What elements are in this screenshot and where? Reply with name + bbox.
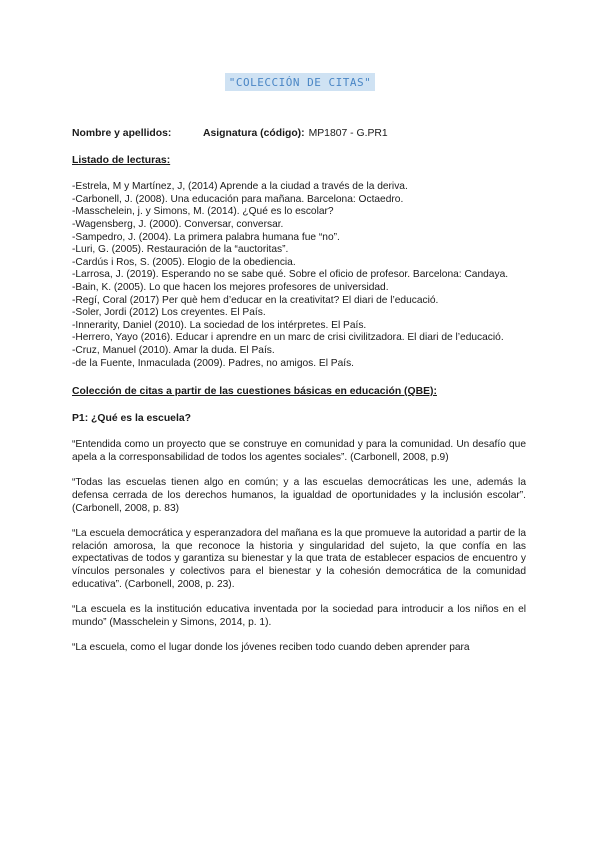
reading-item: -Estrela, M y Martínez, J, (2014) Aprende a la ciudad a través de la deriva. [72, 181, 408, 193]
p1-heading: P1: ¿Qué es la escuela? [72, 412, 191, 424]
reading-item: -Regí, Coral (2017) Per què hem d’educar en la creativitat? El diari de l’educació. [72, 294, 439, 306]
reading-item: -Wagensberg, J. (2000). Conversar, conversar. [72, 218, 284, 230]
document-body [72, 128, 526, 668]
readings-heading: Listado de lecturas: [72, 154, 171, 166]
reading-item: -Cardús i Ros, S. (2005). Elogio de la obediencia. [72, 256, 296, 268]
readings-list [72, 181, 526, 370]
reading-item: -Herrero, Yayo (2016). Educar i aprendre en un marc de crisi civilitzadora. El diari de l’educació. [72, 332, 504, 344]
reading-item: -de la Fuente, Inmaculada (2009). Padres, no amigos. El País. [72, 357, 355, 369]
reading-item: -Sampedro, J. (2004). La primera palabra humana fue “no”. [72, 231, 340, 243]
reading-item: -Larrosa, J. (2019). Esperando no se sabe qué. Sobre el oficio de profesor. Barcelona: Candaya. [72, 269, 509, 281]
reading-item: -Carbonell, J. (2008). Una educación para mañana. Barcelona: Octaedro. [72, 193, 404, 205]
quotes-heading: Colección de citas a partir de las cuestiones básicas en educación (QBE): [72, 386, 437, 398]
document-title: "COLECCIÓN DE CITAS" [225, 73, 375, 91]
title-container [0, 73, 600, 91]
reading-item: -Bain, K. (2005). Lo que hacen los mejores profesores de universidad. [72, 281, 389, 293]
subject-value: MP1807 - G.PR1 [308, 128, 388, 139]
meta-row [72, 128, 526, 141]
reading-item: -Soler, Jordi (2012) Los creyentes. El País. [72, 307, 266, 319]
quote-paragraph: “Todas las escuelas tienen algo en común; y a las escuelas democráticas les une, además la defensa cerrada de los derechos humanos, la igualdad de oportunidades y la inclusión escolar”. (Carbonell, 2008, p. 83) [72, 477, 526, 514]
quote-paragraph: “La escuela es la institución educativa inventada por la sociedad para introducir a los niños en el mundo” (Masschelein y Simons, 2014, p. 1). [72, 604, 526, 628]
reading-item: -Masschelein, j. y Simons, M. (2014). ¿Qué es lo escolar? [72, 206, 334, 218]
quote-paragraph: “La escuela, como el lugar donde los jóvenes reciben todo cuando deben aprender para [72, 642, 470, 654]
name-label: Nombre y apellidos: [72, 128, 172, 139]
reading-item: -Luri, G. (2005). Restauración de la “auctoritas”. [72, 244, 289, 256]
reading-item: -Cruz, Manuel (2010). Amar la duda. El País. [72, 344, 275, 356]
quote-paragraph: “Entendida como un proyecto que se construye en comunidad y para la comunidad. Un desafío que apela a la corresponsabilidad de todos los agentes sociales”. (Carbonell, 2008, p.9) [72, 439, 526, 463]
reading-item: -Innerarity, Daniel (2010). La sociedad de los intérpretes. El País. [72, 319, 367, 331]
subject-label: Asignatura (código): [203, 128, 305, 139]
quote-paragraph: “La escuela democrática y esperanzadora del mañana es la que promueve la autoridad a partir de la relación amorosa, la que reconoce la historia y singularidad del sujeto, la que confía en las expectativas de todos y garantiza su bienestar y la que trata de establecer espacios de encuentro y vínculos personales y colectivos para el bienestar y la cohesión democrática de la comunidad educativa”. (Carbonell, 2008, p. 23). [72, 528, 526, 590]
